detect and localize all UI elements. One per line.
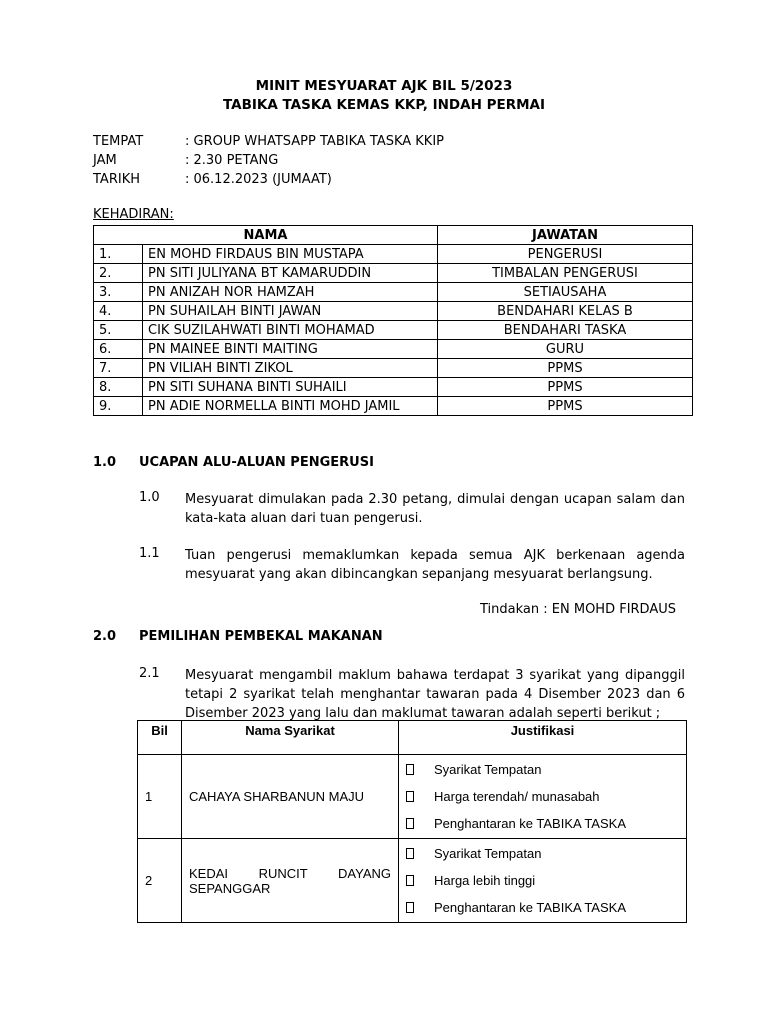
column-header-company: Nama Syarikat xyxy=(182,721,399,755)
info-label: TEMPAT xyxy=(93,134,144,149)
table-row xyxy=(94,378,693,397)
justification-text: Harga terendah/ munasabah xyxy=(434,789,600,804)
table-row xyxy=(138,755,687,839)
list-item xyxy=(400,810,685,837)
item-text: Mesyuarat mengambil maklum bahawa terdapat 3 syarikat yang dipanggil tetapi 2 syarikat telah menghantar tawaran pada 4 Disember 2023 dan 6 Disember 2023 yang lalu dan maklumat tawaran adalah seperti berikut ; xyxy=(185,668,685,721)
member-name: PN SITI JULIYANA BT KAMARUDDIN xyxy=(143,264,438,283)
table-row xyxy=(94,264,693,283)
company-name xyxy=(182,839,399,923)
member-name: PN VILIAH BINTI ZIKOL xyxy=(143,359,438,378)
table-row xyxy=(94,397,693,416)
justification-text: Harga lebih tinggi xyxy=(434,873,536,888)
justification-text: Penghantaran ke TABIKA TASKA xyxy=(434,816,626,831)
member-role: BENDAHARI TASKA xyxy=(438,321,693,340)
row-number: 2. xyxy=(94,264,143,283)
row-number: 3. xyxy=(94,283,143,302)
member-name: PN SITI SUHANA BINTI SUHAILI xyxy=(143,378,438,397)
row-number: 5. xyxy=(94,321,143,340)
company-name: CAHAYA SHARBANUN MAJU xyxy=(182,755,399,839)
table-row xyxy=(94,340,693,359)
info-value: : GROUP WHATSAPP TABIKA TASKA KKIP xyxy=(185,134,445,149)
item-text: Tuan pengerusi memaklumkan kepada semua AJK berkenaan agenda mesyuarat yang akan dibincangkan sepanjang mesyuarat berlangsung. xyxy=(185,548,685,582)
supplier-table xyxy=(137,720,687,923)
member-role: TIMBALAN PENGERUSI xyxy=(438,264,693,283)
item-text: Mesyuarat dimulakan pada 2.30 petang, dimulai dengan ucapan salam dan kata-kata aluan dari tuan pengerusi. xyxy=(185,492,685,526)
table-row xyxy=(138,839,687,923)
document-subtitle: TABIKA TASKA KEMAS KKP, INDAH PERMAI xyxy=(222,97,546,113)
justification-cell xyxy=(399,839,687,923)
justification-text: Penghantaran ke TABIKA TASKA xyxy=(434,900,626,915)
section-1-title: UCAPAN ALU-ALUAN PENGERUSI xyxy=(139,455,374,470)
section-2-number: 2.0 xyxy=(93,629,117,644)
attendance-table xyxy=(93,225,693,416)
member-role: BENDAHARI KELAS B xyxy=(438,302,693,321)
checkbox-icon xyxy=(406,875,414,886)
company-name-value: KEDAI RUNCIT DAYANG SEPANGGAR xyxy=(189,865,391,896)
table-row xyxy=(94,321,693,340)
member-role: PENGERUSI xyxy=(438,245,693,264)
section-2-title: PEMILIHAN PEMBEKAL MAKANAN xyxy=(139,629,383,644)
column-header-bil: Bil xyxy=(138,721,182,755)
info-label: JAM xyxy=(93,153,117,168)
row-number: 6. xyxy=(94,340,143,359)
checkbox-icon xyxy=(406,791,414,802)
list-item xyxy=(400,783,685,810)
info-value: : 06.12.2023 (JUMAAT) xyxy=(185,172,332,187)
justification-text: Syarikat Tempatan xyxy=(434,762,542,777)
section-1-number: 1.0 xyxy=(93,455,117,470)
item-number: 1.1 xyxy=(139,546,160,561)
row-number: 1. xyxy=(94,245,143,264)
checkbox-icon xyxy=(406,818,414,829)
list-item xyxy=(400,840,685,867)
member-role: PPMS xyxy=(438,378,693,397)
member-name: EN MOHD FIRDAUS BIN MUSTAPA xyxy=(143,245,438,264)
table-row xyxy=(94,245,693,264)
table-row xyxy=(94,283,693,302)
justification-cell xyxy=(399,755,687,839)
row-number: 4. xyxy=(94,302,143,321)
item-number: 2.1 xyxy=(139,666,160,681)
justification-text: Syarikat Tempatan xyxy=(434,846,542,861)
info-value: : 2.30 PETANG xyxy=(185,153,279,168)
member-role: SETIAUSAHA xyxy=(438,283,693,302)
row-number: 7. xyxy=(94,359,143,378)
list-item xyxy=(400,894,685,921)
list-item xyxy=(400,867,685,894)
table-row xyxy=(94,359,693,378)
member-role: PPMS xyxy=(438,397,693,416)
row-number: 9. xyxy=(94,397,143,416)
checkbox-icon xyxy=(406,848,414,859)
list-item xyxy=(400,756,685,783)
company-bil: 2 xyxy=(138,839,182,923)
company-bil: 1 xyxy=(138,755,182,839)
row-number: 8. xyxy=(94,378,143,397)
checkbox-icon xyxy=(406,902,414,913)
member-role: GURU xyxy=(438,340,693,359)
member-name: PN SUHAILAH BINTI JAWAN xyxy=(143,302,438,321)
item-number: 1.0 xyxy=(139,490,160,505)
member-role: PPMS xyxy=(438,359,693,378)
member-name: CIK SUZILAHWATI BINTI MOHAMAD xyxy=(143,321,438,340)
member-name: PN MAINEE BINTI MAITING xyxy=(143,340,438,359)
table-header-row xyxy=(138,721,687,755)
info-label: TARIKH xyxy=(93,172,140,187)
column-header-name: NAMA xyxy=(94,226,438,245)
document-title: MINIT MESYUARAT AJK BIL 5/2023 xyxy=(255,78,513,94)
table-row xyxy=(94,302,693,321)
column-header-role: JAWATAN xyxy=(438,226,693,245)
column-header-justification: Justifikasi xyxy=(399,721,687,755)
attendance-heading: KEHADIRAN: xyxy=(93,207,174,222)
action-note: Tindakan : EN MOHD FIRDAUS xyxy=(480,602,676,617)
member-name: PN ANIZAH NOR HAMZAH xyxy=(143,283,438,302)
checkbox-icon xyxy=(406,764,414,775)
member-name: PN ADIE NORMELLA BINTI MOHD JAMIL xyxy=(143,397,438,416)
company-name-text xyxy=(189,866,391,896)
table-header-row xyxy=(94,226,693,245)
